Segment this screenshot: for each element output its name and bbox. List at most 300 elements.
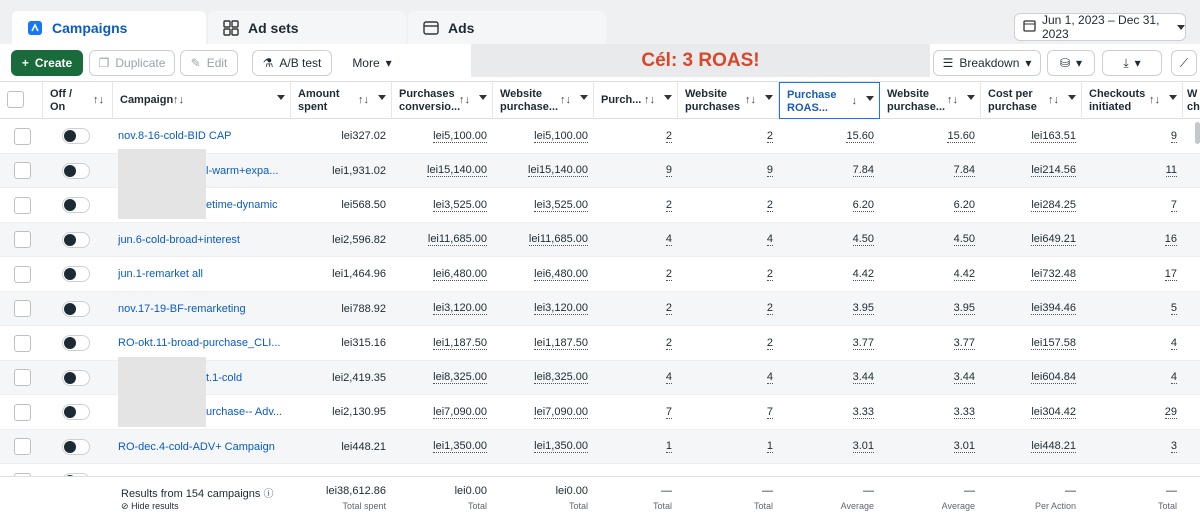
header-offon[interactable]: [43, 82, 113, 119]
select-all-cell: [0, 82, 43, 119]
header-checkouts-initiated[interactable]: [1082, 82, 1183, 119]
cell-wroas: [880, 430, 981, 464]
flask-icon: ⚗: [262, 56, 274, 70]
cell-wroas: [880, 292, 981, 326]
cell-value: 9: [665, 164, 672, 176]
tab-adsets-label: Ad sets: [248, 19, 299, 36]
row-toggle-cell: [62, 361, 94, 395]
cell-value: 2: [665, 336, 672, 349]
cell-value: lei1,350.00: [433, 440, 487, 452]
header-purchase-roas-label: Purchase ROAS...: [787, 89, 837, 114]
cell-wpv: [493, 154, 594, 188]
cell-cpp: [981, 188, 1082, 222]
cell-value: lei3,525.00: [433, 198, 487, 211]
cell-value: lei2,130.95: [332, 406, 386, 418]
cell-spent: [291, 188, 392, 222]
cell-value: 3.95: [953, 302, 975, 314]
info-icon[interactable]: ⓘ: [263, 489, 274, 500]
tab-adsets[interactable]: [208, 11, 406, 44]
cell-value: 4.42: [852, 267, 874, 280]
cell-purch: [594, 430, 678, 464]
cell-cpp: [981, 361, 1082, 395]
row-select-cell: [14, 292, 34, 326]
plus-icon: +: [21, 56, 29, 70]
cell-conv: [392, 395, 493, 429]
cell-purch: [594, 257, 678, 291]
cell-wpurch: [678, 188, 779, 222]
cell-value: lei448.21: [341, 440, 386, 453]
cell-wpv: [493, 395, 594, 429]
results-count-label: Results from 154 campaigns: [121, 488, 261, 500]
cell-value: lei1,187.50: [433, 336, 487, 349]
chevron-down-icon[interactable]: [1169, 95, 1177, 100]
sort-icon[interactable]: ↑↓: [1149, 94, 1160, 106]
cell-wpurch: [678, 326, 779, 360]
cell-checkouts: [1082, 257, 1183, 291]
edit-button[interactable]: [180, 50, 238, 76]
footer-purchases-conversion: [392, 477, 493, 522]
cell-spent: [291, 430, 392, 464]
cell-value: lei2,419.35: [332, 371, 386, 384]
cell-value: 4: [1170, 336, 1177, 349]
cell-roas: [779, 257, 880, 291]
cell-conv: [392, 188, 493, 222]
cell-wpurch: [678, 292, 779, 326]
cell-value: 2: [766, 198, 773, 211]
row-checkbox[interactable]: [14, 404, 31, 421]
cell-value: 3.01: [953, 440, 975, 452]
header-cost-per-purchase-label: Cost per purchase: [988, 88, 1037, 113]
ab-test-label: A/B test: [279, 56, 322, 70]
cell-purch: [594, 361, 678, 395]
chevron-down-icon[interactable]: [378, 95, 386, 100]
campaign-name-link[interactable]: nov.17-19-BF-remarketing: [118, 302, 246, 315]
cell-value: 3.01: [852, 440, 874, 452]
cell-value: lei7,090.00: [534, 405, 588, 418]
row-checkbox[interactable]: [14, 162, 31, 179]
footer-label: Total: [753, 501, 773, 511]
caret-down-icon: ▾: [1025, 56, 1032, 70]
cell-wroas: [880, 223, 981, 257]
cell-value: lei732.48: [1031, 267, 1076, 280]
cell-value: lei327.02: [341, 130, 386, 142]
cell-value: 4: [766, 233, 773, 245]
cell-value: lei3,120.00: [433, 302, 487, 314]
cell-value: 9: [1170, 129, 1177, 142]
campaign-name-link[interactable]: l-warm+expa...: [206, 164, 279, 177]
header-amount-spent-label: Amount spent: [298, 88, 340, 113]
cell-value: lei15,140.00: [528, 164, 588, 176]
header-website-purchases-label: Website purchases: [685, 88, 741, 113]
cell-wpv: [493, 292, 594, 326]
ad-icon: [422, 19, 440, 37]
date-range-label: Jun 1, 2023 – Dec 31, 2023: [1042, 13, 1160, 41]
footer-purchases: [594, 477, 678, 522]
tab-ads-label: Ads: [448, 19, 475, 36]
more-button[interactable]: [342, 50, 402, 76]
campaign-toggle[interactable]: [62, 370, 90, 386]
cell-value: 2: [665, 129, 672, 142]
campaign-toggle[interactable]: [62, 335, 90, 351]
cell-value: lei11,685.00: [427, 233, 487, 245]
footer-value: lei0.00: [454, 485, 487, 497]
row-select-cell: [14, 154, 34, 188]
header-purchases-conversion[interactable]: [392, 82, 493, 119]
footer-label: Total: [568, 501, 588, 511]
cell-cpp: [981, 292, 1082, 326]
footer-value: —: [964, 485, 975, 497]
tab-ads[interactable]: [408, 11, 606, 44]
cell-value: lei284.25: [1031, 198, 1076, 211]
header-purchases[interactable]: [594, 82, 678, 119]
row-toggle-cell: [62, 326, 94, 360]
campaign-toggle[interactable]: [62, 128, 90, 144]
footer-amount-spent: [291, 477, 392, 522]
results-summary: [113, 477, 291, 522]
cell-purch: [594, 188, 678, 222]
campaigns-icon: [26, 19, 44, 37]
sort-icon[interactable]: ↑↓: [644, 94, 655, 106]
campaign-toggle[interactable]: [62, 266, 90, 282]
cell-value: lei214.56: [1031, 164, 1076, 176]
duplicate-icon: ❐: [98, 56, 110, 70]
cell-value: 7.84: [953, 164, 975, 176]
cell-roas: [779, 188, 880, 222]
header-offon-label: Off / On: [50, 88, 72, 113]
duplicate-button[interactable]: [89, 50, 175, 76]
footer-label: Per Action: [1034, 501, 1076, 511]
footer-value: —: [863, 485, 874, 497]
cell-value: 3: [1170, 440, 1177, 452]
cell-value: 3.33: [953, 405, 975, 418]
cell-wpurch: [678, 430, 779, 464]
hide-results-label: Hide results: [131, 501, 179, 511]
cell-wpv: [493, 188, 594, 222]
campaign-name-link[interactable]: RO-dec.4-cold-ADV+ Campaign: [118, 440, 275, 453]
breakdown-button[interactable]: [933, 50, 1041, 76]
cell-spent: [291, 361, 392, 395]
footer-value: lei38,612.86: [326, 485, 386, 497]
cell-conv: [392, 154, 493, 188]
cell-purch: [594, 154, 678, 188]
select-all-checkbox[interactable]: [7, 91, 24, 108]
cell-value: 4.42: [953, 267, 975, 280]
cell-wpurch: [678, 395, 779, 429]
edit-label: Edit: [206, 56, 228, 70]
header-amount-spent[interactable]: [291, 82, 392, 119]
row-select-cell: [14, 395, 34, 429]
cell-checkouts: [1082, 154, 1183, 188]
cell-roas: [779, 154, 880, 188]
cell-conv: [392, 257, 493, 291]
tab-campaigns[interactable]: [12, 11, 206, 44]
sort-desc-icon[interactable]: ↓: [851, 95, 857, 107]
tabs-bar: [0, 0, 1200, 44]
campaign-toggle[interactable]: [62, 439, 90, 455]
cell-roas: [779, 292, 880, 326]
cell-value: 3.77: [852, 336, 874, 349]
row-toggle-cell: [62, 154, 94, 188]
cell-value: 7: [665, 405, 672, 418]
sort-icon[interactable]: ↑↓: [173, 94, 184, 106]
campaign-name-link[interactable]: etime-dynamic: [206, 199, 278, 211]
caret-down-icon: ▾: [1076, 56, 1083, 70]
header-purchases-conversion-label: Purchases conversio...: [399, 88, 461, 113]
row-checkbox[interactable]: [14, 300, 31, 317]
cell-value: 29: [1164, 405, 1177, 418]
cell-value: lei8,325.00: [534, 371, 588, 383]
cell-purch: [594, 119, 678, 153]
footer-value: lei0.00: [555, 485, 588, 497]
cell-wpv: [493, 257, 594, 291]
footer-label: Total spent: [342, 501, 386, 511]
campaign-name-link[interactable]: nov.8-16-cold-BID CAP: [118, 130, 232, 142]
cell-value: 2: [766, 129, 773, 142]
chevron-down-icon[interactable]: [479, 95, 487, 100]
cell-value: 3.33: [852, 405, 874, 418]
cell-value: lei394.46: [1031, 302, 1076, 314]
campaign-name-link[interactable]: jun.6-cold-broad+interest: [118, 233, 240, 246]
sort-icon[interactable]: ↑↓: [358, 94, 369, 106]
cell-spent: [291, 326, 392, 360]
table-row[interactable]: [0, 430, 1200, 465]
cell-roas: [779, 326, 880, 360]
cell-cpp: [981, 223, 1082, 257]
cell-value: lei8,325.00: [433, 371, 487, 383]
campaign-toggle[interactable]: [62, 232, 90, 248]
header-checkouts-initiated-label: Checkouts initiated: [1089, 88, 1146, 113]
cell-roas: [779, 395, 880, 429]
campaign-name-link[interactable]: jun.1-remarket all: [118, 268, 203, 280]
table-header: [0, 82, 1200, 119]
cell-wroas: [880, 395, 981, 429]
caret-down-icon: ▾: [385, 56, 392, 70]
header-website-purchase-roas[interactable]: [880, 82, 981, 119]
cell-wpv: [493, 326, 594, 360]
ab-test-button[interactable]: [252, 50, 332, 76]
cell-value: 7: [1170, 198, 1177, 211]
table-row[interactable]: [0, 257, 1200, 292]
date-range-picker[interactable]: [1014, 13, 1186, 41]
cell-checkouts: [1082, 361, 1183, 395]
cell-value: 15.60: [846, 129, 874, 142]
cell-value: 9: [766, 164, 773, 176]
sort-icon[interactable]: ↑↓: [947, 94, 958, 106]
chevron-down-icon: [1177, 25, 1185, 30]
row-toggle-cell: [62, 430, 94, 464]
cell-value: 4: [665, 233, 672, 245]
cell-value: 2: [665, 267, 672, 280]
chevron-down-icon[interactable]: [664, 95, 672, 100]
scrollbar[interactable]: [1195, 122, 1200, 144]
cell-cpp: [981, 395, 1082, 429]
footer-label: Average: [941, 501, 975, 511]
row-select-cell: [14, 188, 34, 222]
header-extra-label: W ch: [1187, 88, 1200, 113]
cell-wroas: [880, 326, 981, 360]
chevron-down-icon[interactable]: [765, 95, 773, 100]
chevron-down-icon[interactable]: [866, 96, 874, 101]
export-button[interactable]: [1102, 50, 1162, 76]
footer-purchase-roas: [779, 477, 880, 522]
cell-spent: [291, 223, 392, 257]
cell-conv: [392, 119, 493, 153]
campaign-toggle[interactable]: [62, 163, 90, 179]
cell-wroas: [880, 188, 981, 222]
duplicate-label: Duplicate: [115, 56, 166, 70]
chart-button[interactable]: [1171, 50, 1197, 76]
cell-conv: [392, 223, 493, 257]
cell-checkouts: [1082, 395, 1183, 429]
cell-wpurch: [678, 361, 779, 395]
hide-results-button[interactable]: [121, 501, 179, 512]
row-select-cell: [14, 119, 34, 153]
cell-value: lei157.58: [1031, 336, 1076, 349]
table-row[interactable]: [0, 326, 1200, 361]
cell-value: lei5,100.00: [433, 129, 487, 142]
cell-value: 2: [766, 267, 773, 280]
cell-checkouts: [1082, 223, 1183, 257]
cell-value: 2: [665, 302, 672, 314]
cell-value: 17: [1164, 267, 1177, 280]
footer-value: —: [661, 485, 672, 497]
cell-checkouts: [1082, 326, 1183, 360]
campaign-toggle[interactable]: [62, 404, 90, 420]
cell-spent: [291, 257, 392, 291]
header-purchases-label: Purch...: [601, 94, 642, 106]
cell-conv: [392, 430, 493, 464]
sort-icon[interactable]: ↑↓: [459, 94, 470, 106]
cell-value: lei568.50: [341, 199, 386, 211]
footer-label: Total: [1157, 501, 1177, 511]
breakdown-icon: ☰: [942, 56, 954, 70]
footer-website-purchase-value: [493, 477, 594, 522]
cell-conv: [392, 292, 493, 326]
chevron-down-icon[interactable]: [580, 95, 588, 100]
cell-wpv: [493, 223, 594, 257]
header-campaign[interactable]: [113, 82, 291, 119]
row-checkbox[interactable]: [14, 231, 31, 248]
footer-cost-per-purchase: [981, 477, 1082, 522]
header-website-purchases[interactable]: [678, 82, 779, 119]
row-checkbox[interactable]: [14, 128, 31, 145]
calendar-icon: [1023, 19, 1036, 35]
pencil-icon: ✎: [190, 56, 201, 70]
row-toggle-cell: [62, 292, 94, 326]
cell-value: lei6,480.00: [534, 267, 588, 280]
breakdown-label: Breakdown: [959, 56, 1020, 70]
sort-icon[interactable]: ↑↓: [1048, 94, 1059, 106]
row-toggle-cell: [62, 223, 94, 257]
campaign-toggle[interactable]: [62, 301, 90, 317]
campaign-name-link[interactable]: RO-okt.11-broad-purchase_CLI...: [118, 337, 281, 349]
cell-wpurch: [678, 119, 779, 153]
cell-purch: [594, 223, 678, 257]
campaign-name-link[interactable]: urchase-- Adv...: [206, 406, 283, 418]
cell-spent: [291, 119, 392, 153]
cell-value: lei6,480.00: [433, 267, 487, 280]
database-icon: ⛁: [1059, 56, 1071, 70]
cell-value: 3.44: [953, 371, 975, 383]
chevron-down-icon[interactable]: [277, 95, 285, 100]
cell-value: lei3,525.00: [534, 198, 588, 211]
campaign-name-link[interactable]: t.1-cold: [206, 371, 243, 384]
header-purchase-roas[interactable]: [779, 82, 880, 119]
grid-icon: [222, 19, 240, 37]
download-icon: ⤓: [1123, 55, 1129, 70]
columns-button[interactable]: [1047, 50, 1095, 76]
chevron-down-icon[interactable]: [967, 95, 975, 100]
cell-value: lei7,090.00: [433, 405, 487, 418]
table-row[interactable]: [0, 223, 1200, 258]
header-cost-per-purchase[interactable]: [981, 82, 1082, 119]
cell-roas: [779, 361, 880, 395]
cell-cpp: [981, 154, 1082, 188]
header-extra[interactable]: [1183, 82, 1200, 119]
cell-value: 5: [1170, 302, 1177, 314]
eye-off-icon: ⊘: [121, 501, 129, 511]
cell-value: 1: [766, 440, 773, 452]
footer-value: —: [762, 485, 773, 497]
cell-value: 1: [665, 440, 672, 452]
cell-value: 16: [1164, 233, 1177, 245]
footer-website-purchase-roas: [880, 477, 981, 522]
table-row[interactable]: [0, 292, 1200, 327]
results-footer: [0, 476, 1200, 522]
create-button[interactable]: [11, 50, 83, 76]
cell-value: lei315.16: [341, 337, 386, 349]
sort-icon[interactable]: ↑↓: [560, 94, 571, 106]
cell-wpurch: [678, 223, 779, 257]
sort-icon[interactable]: ↑↓: [93, 94, 104, 106]
cell-value: lei163.51: [1031, 129, 1076, 142]
header-website-purchase-value-label: Website purchase...: [500, 88, 559, 113]
footer-label: Total: [467, 501, 487, 511]
row-checkbox[interactable]: [14, 438, 31, 455]
cell-value: 7.84: [852, 164, 874, 176]
cell-value: 3.95: [852, 302, 874, 314]
footer-label: Total: [652, 501, 672, 511]
cell-wroas: [880, 257, 981, 291]
footer-label: Average: [840, 501, 874, 511]
cell-value: 3.77: [953, 336, 975, 349]
cell-value: 2: [766, 336, 773, 349]
campaign-toggle[interactable]: [62, 197, 90, 213]
row-checkbox[interactable]: [14, 266, 31, 283]
cell-value: lei11,685.00: [528, 233, 588, 245]
chevron-down-icon[interactable]: [1068, 95, 1076, 100]
cell-checkouts: [1082, 292, 1183, 326]
cell-value: 6.20: [852, 198, 874, 211]
cell-value: 2: [665, 198, 672, 211]
row-select-cell: [14, 326, 34, 360]
row-checkbox[interactable]: [14, 335, 31, 352]
header-campaign-label: Campaign: [120, 94, 174, 106]
cell-checkouts: [1082, 119, 1183, 153]
cell-conv: [392, 361, 493, 395]
header-website-purchase-value[interactable]: [493, 82, 594, 119]
row-toggle-cell: [62, 188, 94, 222]
row-toggle-cell: [62, 257, 94, 291]
cell-value: 4.50: [852, 233, 874, 245]
tab-campaigns-label: Campaigns: [52, 19, 128, 36]
cell-checkouts: [1082, 188, 1183, 222]
row-checkbox[interactable]: [14, 197, 31, 214]
sort-icon[interactable]: ↑↓: [745, 94, 756, 106]
row-checkbox[interactable]: [14, 369, 31, 386]
cell-roas: [779, 430, 880, 464]
cell-roas: [779, 223, 880, 257]
